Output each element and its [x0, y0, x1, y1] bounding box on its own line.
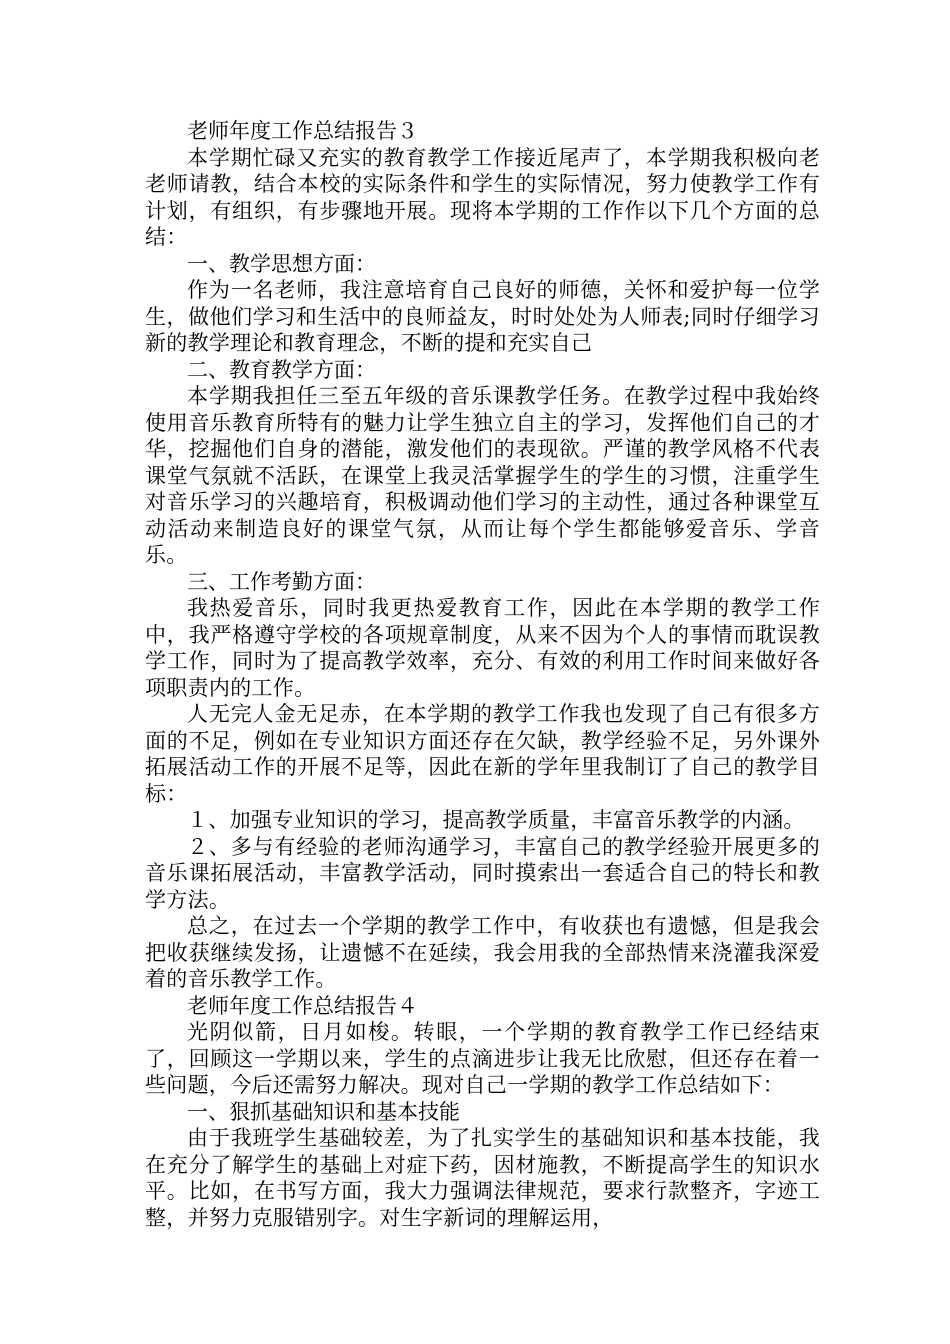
- paragraph-shortcomings: 人无完人金无足赤，在本学期的教学工作我也发现了自己有很多方面的不足，例如在专业知识方面还存在欠缺，教学经验不足，另外课外拓展活动工作的开展不足等，因此在新的学年里我制订了自己的教学目标：: [145, 702, 820, 806]
- section-heading-education: 二、教育教学方面：: [187, 357, 376, 382]
- paragraph-attendance: 我热爱音乐，同时我更热爱教育工作，因此在本学期的教学工作中，我严格遵守学校的各项规章制度，从来不因为个人的事情而耽误教学工作，同时为了提高教学效率，充分、有效的利用工作时间来做好各项职责内的工作。: [145, 596, 820, 700]
- goal-item-1: １、加强专业知识的学习，提高教学质量，丰富音乐教学的内涵。: [187, 808, 805, 832]
- paragraph-conclusion: 总之，在过去一个学期的教学工作中，有收获也有遗憾，但是我会把收获继续发扬，让遗憾不在延续，我会用我的全部热情来浇灌我深爱着的音乐教学工作。: [145, 914, 820, 991]
- document-page: [145, 118, 820, 1231]
- paragraph-report4-intro: 光阴似箭，日月如梭。转眼，一个学期的教育教学工作已经结束了，回顾这一学期以来，学生的点滴进步让我无比欣慰，但还存在着一些问题，今后还需努力解决。现对自己一学期的教学工作总结如下：: [145, 1020, 820, 1097]
- paragraph-education: 本学期我担任三至五年级的音乐课教学任务。在教学过程中我始终使用音乐教育所特有的魅力让学生独立自主的学习，发挥他们自己的才华，挖掘他们自身的潜能，激发他们的表现欲。严谨的教学风格不代表课堂气氛就不活跃，在课堂上我灵活掌握学生的学生的习惯，注重学生对音乐学习的兴趣培育，积极调动他们学习的主动性，通过各种课堂互动活动来制造良好的课堂气氛，从而让每个学生都能够爱音乐、学音乐。: [145, 384, 820, 567]
- section-heading-attendance: 三、工作考勤方面：: [187, 569, 376, 594]
- goal-item-2: ２、多与有经验的老师沟通学习，丰富自己的教学经验开展更多的音乐课拓展活动，丰富教学活动，同时摸索出一套适合自己的特长和教学方法。: [145, 834, 820, 912]
- section-heading-basics: 一、狠抓基础知识和基本技能: [187, 1099, 460, 1124]
- section-heading-teaching-thought: 一、教学思想方面：: [187, 251, 376, 276]
- paragraph-basics: 由于我班学生基础较差，为了扎实学生的基础知识和基本技能，我在充分了解学生的基础上对症下药，因材施教，不断提高学生的知识水平。比如，在书写方面，我大力强调法律规范，要求行款整齐，字迹工整，并努力克服错别字。对生字新词的理解运用，: [145, 1126, 820, 1230]
- paragraph-teaching-thought: 作为一名老师，我注意培育自己良好的师德，关怀和爱护每一位学生，做他们学习和生活中的良师益友，时时处处为人师表;同时仔细学习新的教学理论和教育理念，不断的提和充实自己: [145, 278, 820, 355]
- report-title-3: 老师年度工作总结报告３: [187, 119, 418, 143]
- intro-paragraph: 本学期忙碌又充实的教育教学工作接近尾声了，本学期我积极向老老师请教，结合本校的实际条件和学生的实际情况，努力使教学工作有计划，有组织，有步骤地开展。现将本学期的工作作以下几个方面的总结：: [145, 145, 820, 249]
- report-title-4: 老师年度工作总结报告４: [187, 993, 418, 1018]
